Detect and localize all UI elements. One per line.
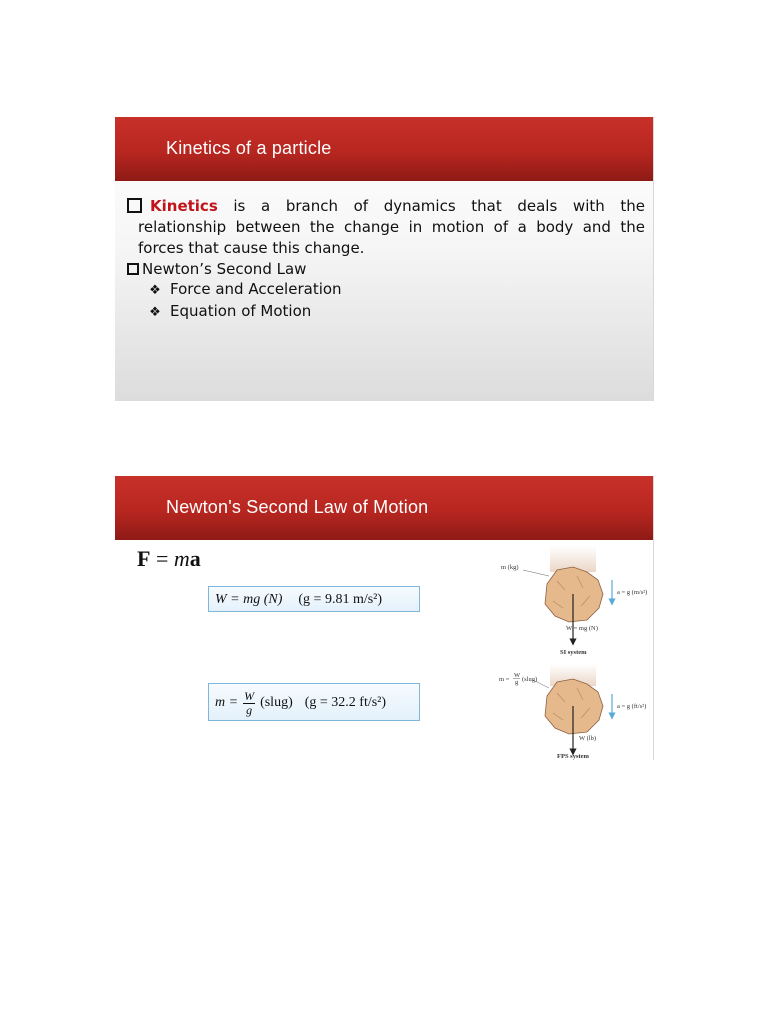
subitem-equation-of-motion <box>127 301 645 323</box>
equation-fps-fraction <box>243 690 255 717</box>
equation-fps-unit: (slug) <box>260 695 293 710</box>
rock-si <box>545 567 603 622</box>
fps-mass-unit: (slug) <box>522 676 538 683</box>
slide-title: Newton's Second Law of Motion <box>166 497 429 517</box>
eq-m: m <box>173 546 190 571</box>
fps-mass-den: g <box>515 679 519 686</box>
si-caption: SI system <box>560 649 587 656</box>
bullet-kinetics-line-1 <box>127 196 645 217</box>
subitem-label: Equation of Motion <box>170 302 312 320</box>
bullet-label: Newton’s Second Law <box>142 260 307 278</box>
kinetics-keyword: Kinetics <box>150 197 218 215</box>
equation-box-fps <box>208 683 420 721</box>
fps-mass-num: W <box>514 672 521 679</box>
slide-body <box>127 196 645 323</box>
equation-fps-lhs: m = <box>215 695 239 710</box>
diamond-bullet-icon: ❖ <box>149 283 161 298</box>
fraction-numerator: W <box>244 688 255 703</box>
diamond-bullet-icon: ❖ <box>149 305 161 320</box>
equation-fps-gravity: (g = 32.2 ft/s²) <box>304 695 387 710</box>
fps-mass-lhs: m = <box>499 676 510 683</box>
bullet-text: is a branch of dynamics that deals with the <box>217 197 645 215</box>
subitem-force-and-acceleration <box>127 279 645 301</box>
checkbox-bullet-icon <box>127 263 139 275</box>
fps-caption: FPS system <box>557 753 589 760</box>
si-mass-label: m (kg) <box>501 564 519 571</box>
subitem-label: Force and Acceleration <box>170 280 342 298</box>
equation-si-lhs: W = mg (N) <box>215 592 283 607</box>
slide-newtons-second-law <box>115 476 654 760</box>
bullet-kinetics-line-2: relationship between the change in motion of a body and the <box>138 218 645 236</box>
bullet-kinetics-line-3: forces that cause this change. <box>138 239 365 257</box>
eq-a: a <box>189 546 201 571</box>
si-system-diagram <box>501 546 647 656</box>
main-equation-f-equals-ma <box>137 546 201 572</box>
eq-equals: = <box>150 546 174 571</box>
si-weight-label: W = mg (N) <box>566 625 598 632</box>
checkbox-bullet-icon <box>127 198 142 213</box>
equation-box-si <box>208 586 420 612</box>
fps-accel-label: a = g (ft/s²) <box>617 703 647 710</box>
fps-weight-label: W (lb) <box>579 735 597 742</box>
fraction-denominator: g <box>246 702 253 717</box>
si-accel-label: a = g (m/s²) <box>617 589 648 596</box>
bullet-newtons-second-law <box>127 259 645 279</box>
rock-fps <box>545 679 603 734</box>
slide-kinetics-of-a-particle <box>115 117 654 401</box>
free-body-diagram <box>495 546 653 760</box>
equation-si-gravity: (g = 9.81 m/s²) <box>298 592 383 607</box>
eq-f: F <box>137 546 151 571</box>
fps-system-diagram <box>499 664 646 760</box>
slide-header <box>115 117 653 181</box>
slide-header <box>115 476 653 540</box>
slide-title: Kinetics of a particle <box>166 138 332 158</box>
mass-leader-line <box>523 570 549 576</box>
